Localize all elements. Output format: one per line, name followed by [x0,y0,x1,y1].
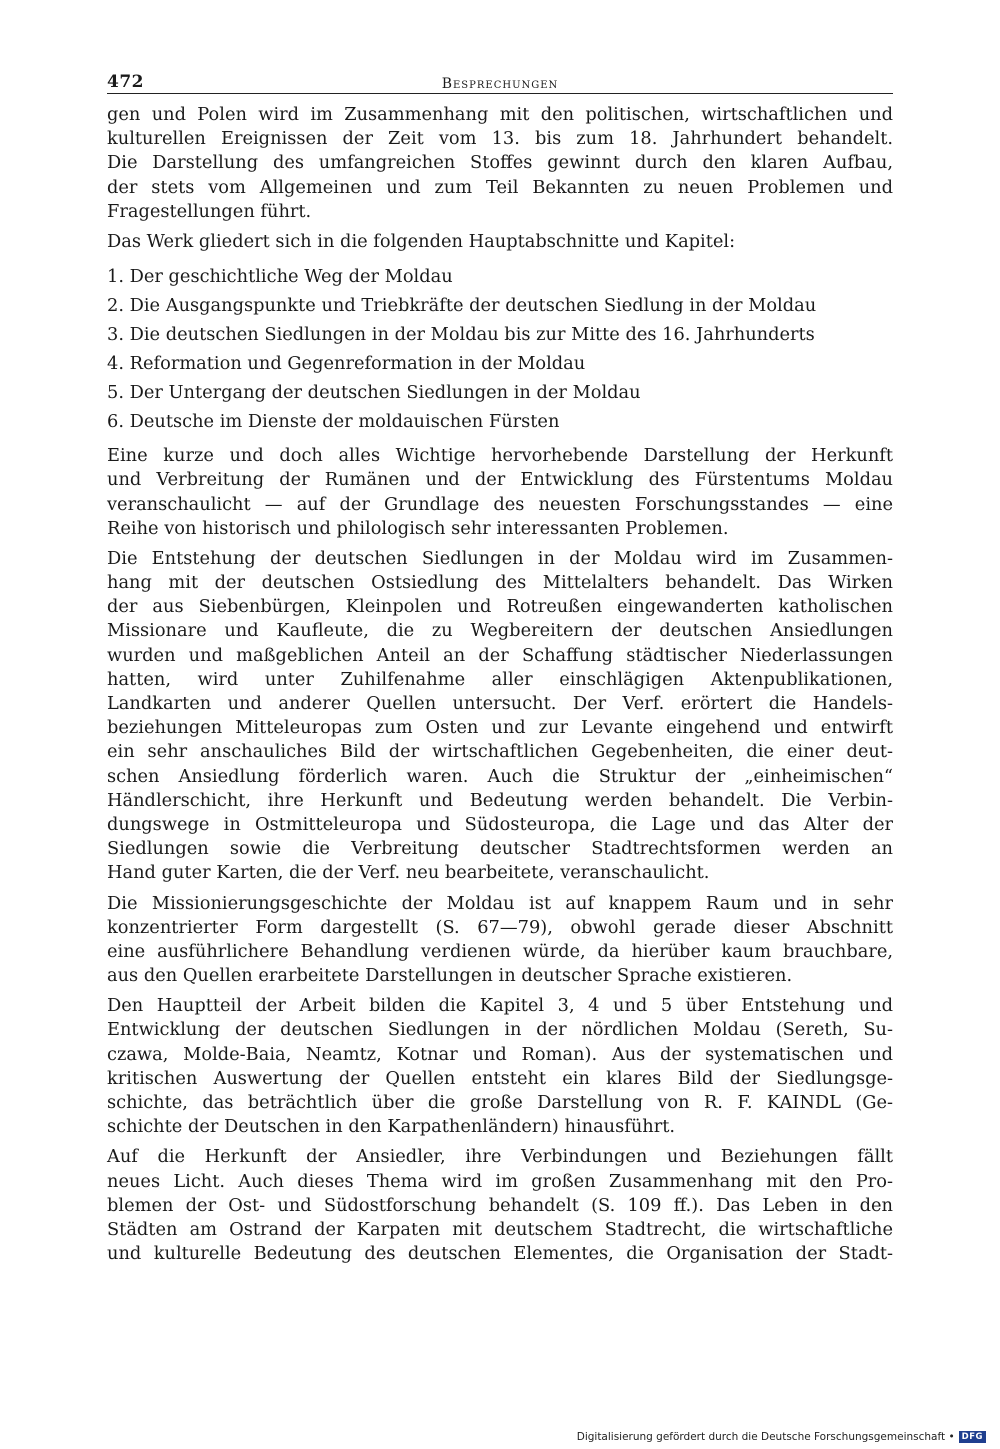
text-line: Das Werk gliedert sich in die folgenden Hauptabschnitte und Kapitel: [107,230,736,252]
chapter-item: 5. Der Untergang der deutschen Siedlungen in der Moldau [107,382,641,404]
text-line: Auf die Herkunft der Ansiedler, ihre Verbindungen und Beziehungen fällt [107,1146,893,1168]
text-line: Händlerschicht, ihre Herkunft und Bedeutung werden behandelt. Die Verbin- [107,789,893,811]
text-line: schichte, das beträchtlich über die große Darstellung von R. F. KAINDL (Ge- [107,1092,893,1113]
paragraph [107,994,893,1139]
text-line: und Verbreitung der Rumänen und der Entwicklung des Fürstentums Moldau [107,469,893,491]
text-line: Hand guter Karten, die der Verf. neu bearbeitete, veranschaulicht. [107,862,710,884]
text-line: beziehungen Mitteleuropas zum Osten und zur Levante eingehend und entwirft [107,717,893,739]
text-line: kritischen Auswertung der Quellen entsteht ein klares Bild der Siedlungsge- [107,1067,893,1089]
chapter-item: 2. Die Ausgangspunkte und Triebkräfte der deutschen Siedlung in der Moldau [107,295,817,317]
chapter-item: 4. Reformation und Gegenreformation in der Moldau [107,353,586,375]
text-line: kulturellen Ereignissen der Zeit vom 13. bis zum 18. Jahrhundert behandelt. [107,128,893,150]
text-line: gen und Polen wird im Zusammenhang mit den politischen, wirtschaftlichen und [107,104,893,125]
text-line: der aus Siebenbürgen, Kleinpolen und Rotreußen eingewanderten katholischen [107,596,893,618]
text-line: blemen der Ost- und Südostforschung behandelt (S. 109 ff.). Das Leben in den [107,1194,893,1216]
text-line: czawa, Molde-Baia, Neamtz, Kotnar und Roman). Aus der systematischen und [107,1043,893,1065]
chapter-item: 6. Deutsche im Dienste der moldauischen Fürsten [107,411,560,433]
text-line: Städten am Ostrand der Karpaten mit deutschem Stadtrecht, die wirtschaftliche [107,1218,893,1240]
text-line: Entwicklung der deutschen Siedlungen in der nördlichen Moldau (Sereth, Su- [107,1019,893,1041]
chapter-item: 1. Der geschichtliche Weg der Moldau [107,266,453,288]
paragraph [107,547,893,886]
chapter-item: 3. Die deutschen Siedlungen in der Moldau bis zur Mitte des 16. Jahrhunderts [107,324,815,346]
text-line: Landkarten und anderer Quellen untersucht. Der Verf. erörtert die Handels- [107,693,893,714]
text-line: konzentrierter Form dargestellt (S. 67—79), obwohl gerade dieser Abschnitt [107,916,893,938]
text-line: der stets vom Allgemeinen und zum Teil Bekannten zu neuen Problemen und [107,176,893,198]
text-line: Missionare und Kaufleute, die zu Wegbereitern der deutschen Ansiedlungen [107,620,893,642]
text-line: Eine kurze und doch alles Wichtige hervorhebende Darstellung der Herkunft [107,445,893,467]
footer-text: Digitalisierung gefördert durch die Deutsche Forschungsgemeinschaft • [576,1431,955,1443]
paragraph [107,444,893,541]
running-title: Besprechungen [441,76,559,92]
page [107,70,893,1272]
text-line: eine ausführlichere Behandlung verdienen würde, da hierüber kaum brauchbare, [107,940,893,962]
digitization-footer [577,1431,986,1443]
text-line: dungswege in Ostmitteleuropa und Südosteuropa, die Lage und das Alter der [107,813,893,835]
text-line: veranschaulicht — auf der Grundlage des neuesten Forschungsstandes — eine [107,493,893,515]
text-line: Die Missionierungsgeschichte der Moldau ist auf knappem Raum und in sehr [107,892,893,914]
text-line: Die Darstellung des umfangreichen Stoffes gewinnt durch den klaren Aufbau, [107,152,893,174]
text-line: Siedlungen sowie die Verbreitung deutscher Stadtrechtsformen werden an [107,838,893,860]
text-line: Fragestellungen führt. [107,200,312,222]
text-line: Reihe von historisch und philologisch sehr interessanten Problemen. [107,517,729,539]
dfg-logo: DFG [959,1431,986,1443]
text-line: Den Hauptteil der Arbeit bilden die Kapitel 3, 4 und 5 über Entstehung und [107,995,893,1017]
text-line: schichte der Deutschen in den Karpathenländern) hinausführt. [107,1116,676,1138]
text-line: ein sehr anschauliches Bild der wirtschaftlichen Gegebenheiten, die einer deut- [107,741,893,763]
page-number: 472 [107,72,144,92]
text-line: hang mit der deutschen Ostsiedlung des Mittelalters behandelt. Das Wirken [107,572,893,594]
paragraph [107,230,893,254]
text-line: hatten, wird unter Zuhilfenahme aller einschlägigen Aktenpublikationen, [107,668,893,690]
paragraphs-before-list [107,103,893,254]
paragraphs-after-list [107,444,893,1266]
paragraph [107,892,893,989]
chapter-list [107,262,893,436]
paragraph [107,1145,893,1266]
text-line: und kulturelle Bedeutung des deutschen Elementes, die Organisation der Stadt- [107,1243,893,1265]
text-line: Die Entstehung der deutschen Siedlungen in der Moldau wird im Zusammen- [107,547,893,569]
text-line: aus den Quellen erarbeitete Darstellungen in deutscher Sprache existieren. [107,965,793,987]
paragraph [107,103,893,224]
page-header [107,70,893,94]
body-text [107,103,893,1266]
text-line: wurden und maßgeblichen Anteil an der Schaffung städtischer Niederlassungen [107,644,893,666]
text-line: neues Licht. Auch dieses Thema wird im großen Zusammenhang mit den Pro- [107,1170,893,1192]
text-line: schen Ansiedlung förderlich waren. Auch die Struktur der „einheimischen“ [107,765,893,787]
